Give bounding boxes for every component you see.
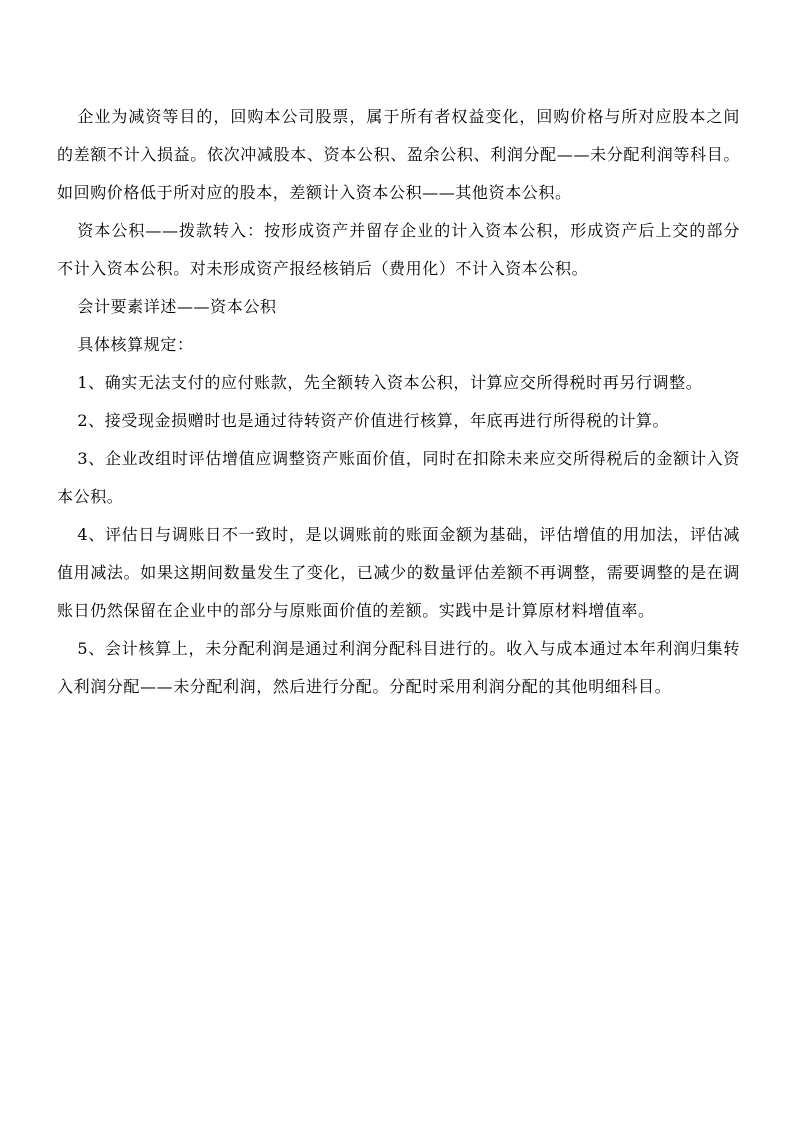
section-heading: 会计要素详述——资本公积 — [77, 297, 277, 316]
document-body — [57, 98, 740, 706]
list-item-1: 1、确实无法支付的应付账款，先全额转入资本公积，计算应交所得税时再另行调整。 — [77, 373, 703, 392]
list-item-3: 3、企业改组时评估增值应调整资产账面价值，同时在扣除未来应交所得税后的金额计入资本公积。 — [57, 449, 740, 506]
list-item-4: 4、评估日与调账日不一致时，是以调账前的账面金额为基础，评估增值的用加法，评估减值用减法。如果这期间数量发生了变化，已减少的数量评估差额不再调整，需要调整的是在调账日仍然保留在企业中的部分与原账面价值的差额。实践中是计算原材料增值率。 — [57, 525, 740, 620]
subsection-heading: 具体核算规定： — [77, 335, 194, 354]
paragraph-capital-reserve-allocation: 资本公积——拨款转入：按形成资产并留存企业的计入资本公积，形成资产后上交的部分不计入资本公积。对未形成资产报经核销后（费用化）不计入资本公积。 — [57, 221, 740, 278]
list-item-5: 5、会计核算上，未分配利润是通过利润分配科目进行的。收入与成本通过本年利润归集转入利润分配——未分配利润，然后进行分配。分配时采用利润分配的其他明细科目。 — [57, 639, 740, 696]
paragraph-share-repurchase: 企业为减资等目的，回购本公司股票，属于所有者权益变化，回购价格与所对应股本之间的差额不计入损益。依次冲减股本、资本公积、盈余公积、利润分配——未分配利润等科目。如回购价格低于所对应的股本，差额计入资本公积——其他资本公积。 — [57, 107, 740, 202]
list-item-2: 2、接受现金损赠时也是通过待转资产价值进行核算，年底再进行所得税的计算。 — [77, 411, 670, 430]
